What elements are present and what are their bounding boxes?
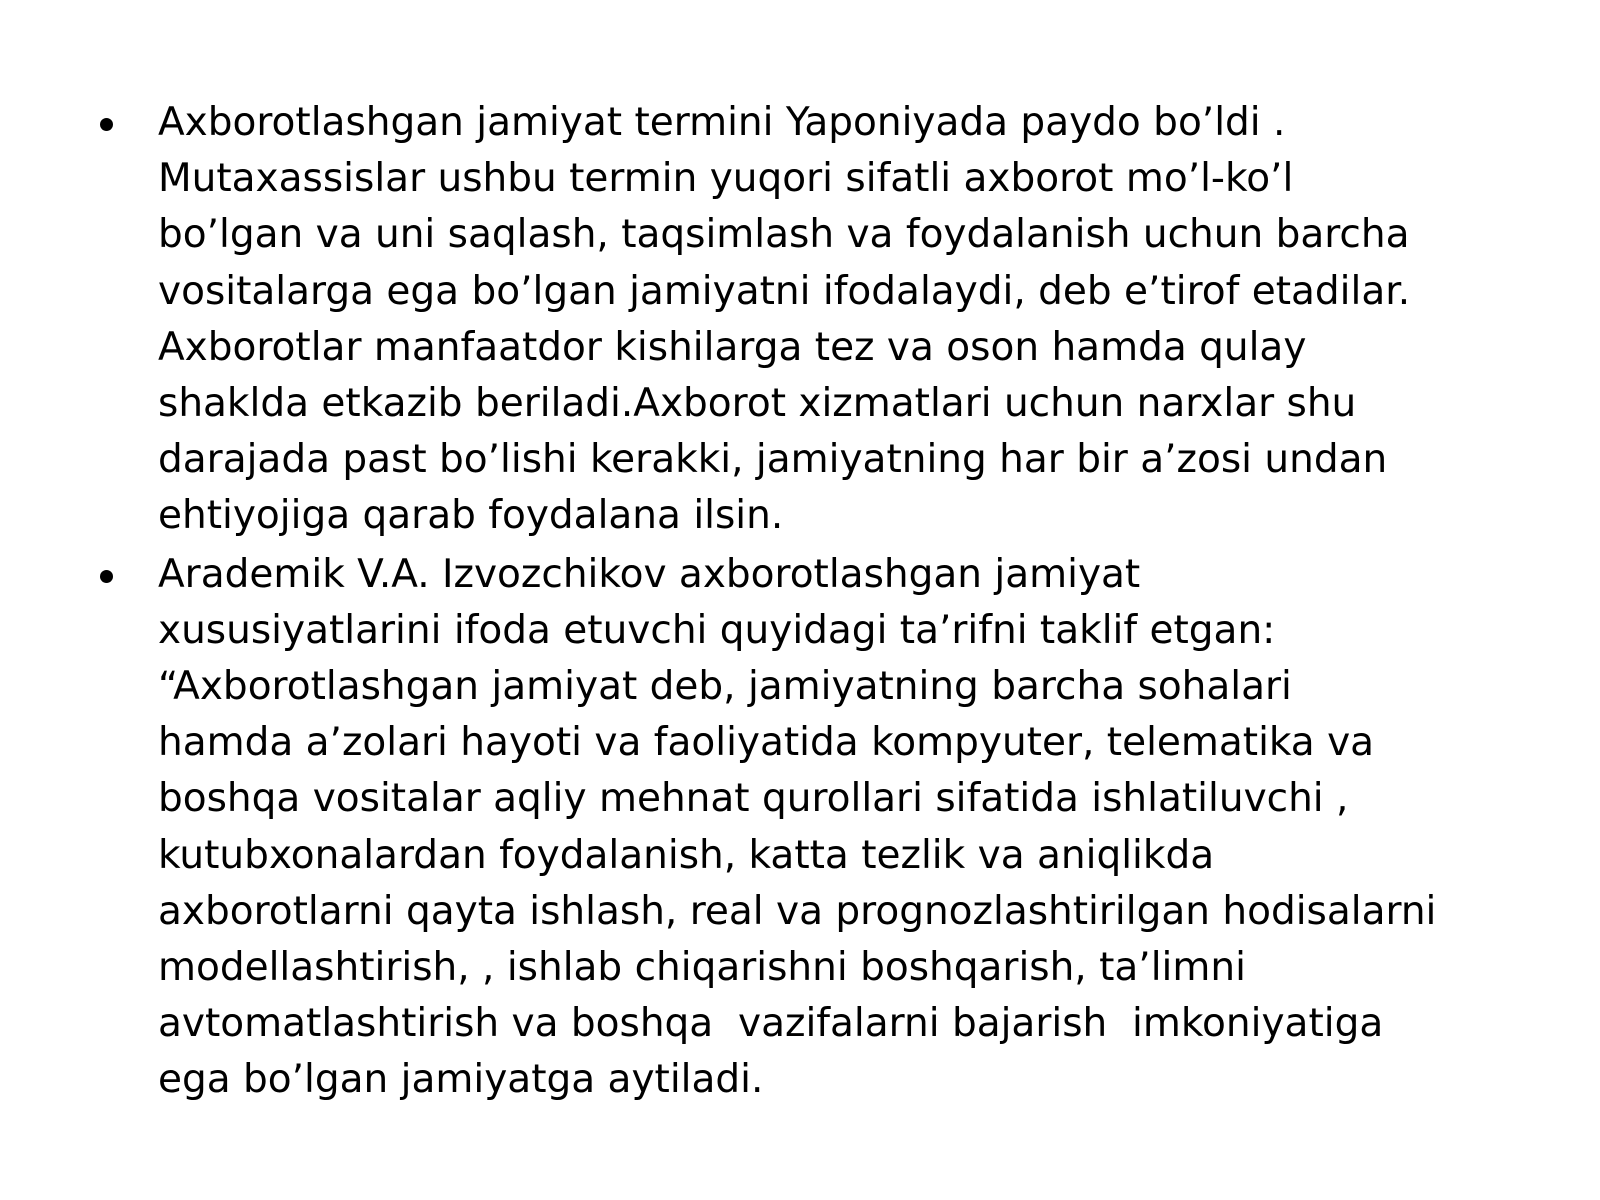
- bullet-2-line-6: kutubxonalardan foydalanish, katta tezlik va aniqlikda: [158, 832, 1215, 878]
- bullet-dot-icon: [100, 570, 113, 583]
- bullet-item-2: [96, 547, 1536, 1109]
- bullet-2-line-10: ega bo’lgan jamiyatga aytiladi.: [158, 1057, 764, 1103]
- bullet-2-line-7: axborotlarni qayta ishlash, real va prognozlashtirilgan hodisalarni: [158, 888, 1437, 934]
- bullet-1-line-6: shaklda etkazib beriladi.Axborot xizmatlari uchun narxlar shu: [158, 381, 1357, 427]
- bullet-2-line-8: modellashtirish, , ishlab chiqarishni boshqarish, ta’limni: [158, 945, 1246, 991]
- bullet-1-line-3: bo’lgan va uni saqlash, taqsimlash va foydalanish uchun barcha: [158, 212, 1410, 258]
- bullet-2-line-1: Arademik V.A. Izvozchikov axborotlashgan jamiyat: [158, 551, 1141, 597]
- bullet-1-line-5: Axborotlar manfaatdor kishilarga tez va oson hamda qulay: [158, 324, 1307, 370]
- bullet-1-line-4: vositalarga ega bo’lgan jamiyatni ifodalaydi, deb e’tirof etadilar.: [158, 268, 1411, 314]
- bullet-1-line-2: Mutaxassislar ushbu termin yuqori sifatli axborot mo’l-ko’l: [158, 156, 1294, 202]
- bullet-2-line-5: boshqa vositalar aqliy mehnat qurollari sifatida ishlatiluvchi ,: [158, 776, 1349, 822]
- bullet-2-line-3: “Axborotlashgan jamiyat deb, jamiyatning barcha sohalari: [158, 664, 1292, 710]
- bullet-2-line-2: xususiyatlarini ifoda etuvchi quyidagi ta’rifni taklif etgan:: [158, 607, 1276, 653]
- bullet-list: [96, 95, 1536, 1109]
- bullet-item-1: [96, 95, 1536, 545]
- bullet-1-line-1: Axborotlashgan jamiyat termini Yaponiyada paydo bo’ldi .: [158, 100, 1286, 145]
- bullet-1-line-7: darajada past bo’lishi kerakki, jamiyatning har bir a’zosi undan: [158, 437, 1388, 483]
- bullet-dot-icon: [100, 118, 113, 131]
- bullet-2-line-4: hamda a’zolari hayoti va faoliyatida kompyuter, telematika va: [158, 720, 1375, 766]
- bullet-2-line-9: avtomatlashtirish va boshqa vazifalarni bajarish imkoniyatiga: [158, 1001, 1384, 1047]
- bullet-1-line-8: ehtiyojiga qarab foydalana ilsin.: [158, 493, 784, 539]
